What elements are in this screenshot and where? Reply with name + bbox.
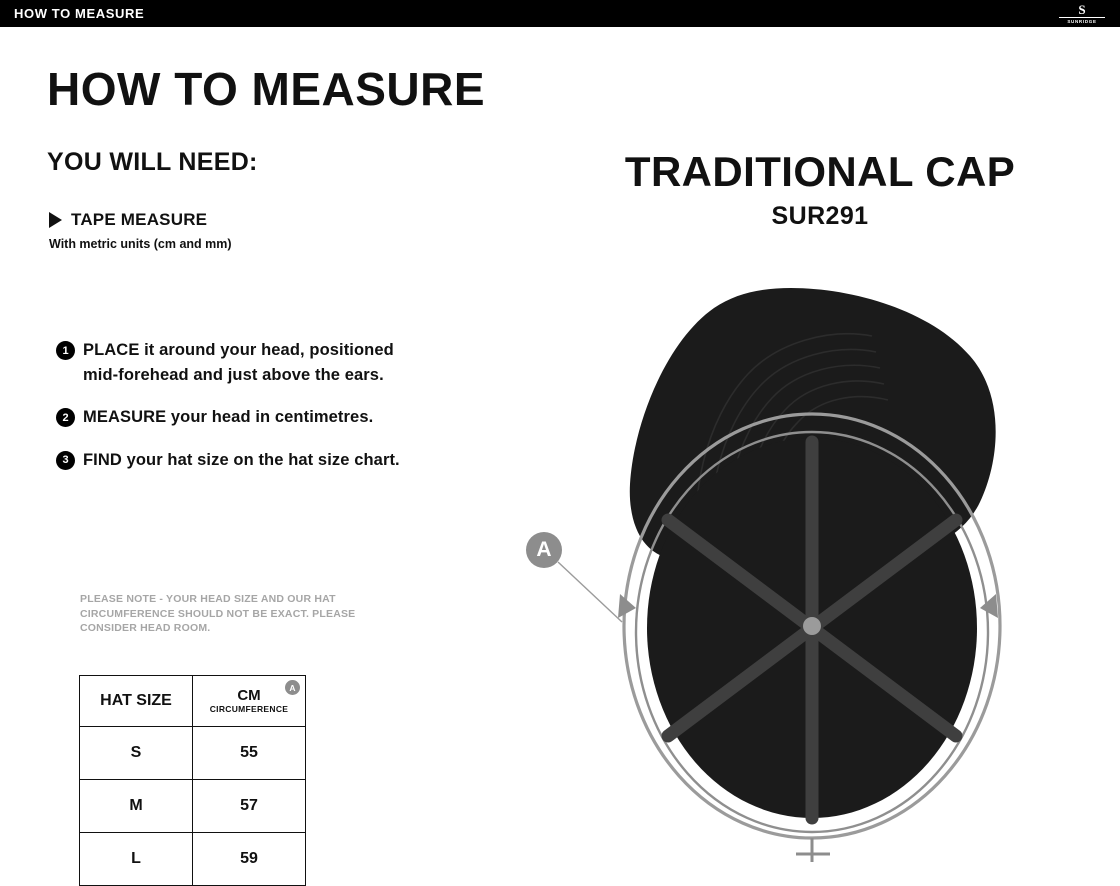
- cell-cm: 55: [193, 727, 306, 780]
- measurement-badge-a: A: [285, 680, 300, 695]
- cell-size: L: [80, 833, 193, 886]
- cap-crown-interior: [647, 438, 977, 818]
- step-number-badge: 3: [56, 451, 75, 470]
- header-title: HOW TO MEASURE: [14, 6, 145, 21]
- callout-leader-line: [558, 562, 622, 622]
- column-header-cm-label: CM: [237, 686, 261, 704]
- tool-label: TAPE MEASURE: [71, 210, 208, 229]
- cell-size: M: [80, 780, 193, 833]
- list-item: [56, 448, 416, 473]
- column-header-hat-size: HAT SIZE: [80, 676, 193, 727]
- page-title: HOW TO MEASURE: [47, 63, 486, 115]
- column-header-cm: [193, 676, 306, 727]
- product-title: TRADITIONAL CAP: [624, 148, 1016, 195]
- crown-button-icon: [803, 617, 821, 635]
- brand-divider: [1059, 17, 1105, 18]
- list-item: [56, 338, 416, 387]
- step-number-badge: 1: [56, 341, 75, 360]
- callout-badge-a: A: [526, 532, 562, 568]
- tool-sublabel: With metric units (cm and mm): [49, 237, 232, 251]
- step-number-badge: 2: [56, 408, 75, 427]
- step-text: PLACE it around your head, positioned mid-forehead and just above the ears.: [83, 341, 394, 384]
- brand-logo: [1054, 1, 1110, 26]
- step-text: FIND your hat size on the hat size chart.: [83, 450, 400, 469]
- steps-list: [56, 338, 416, 490]
- play-triangle-icon: [49, 212, 62, 228]
- product-code: SUR291: [771, 202, 869, 230]
- cell-cm: 57: [193, 780, 306, 833]
- table-row: [80, 727, 306, 780]
- brand-mark-icon: S: [1078, 1, 1086, 17]
- column-header-cm-sublabel: CIRCUMFERENCE: [209, 703, 289, 714]
- hat-size-table: [79, 675, 306, 886]
- cell-cm: 59: [193, 833, 306, 886]
- step-text: MEASURE your head in centimetres.: [83, 408, 374, 426]
- tool-requirement: [49, 210, 207, 230]
- table-header-row: [80, 676, 306, 727]
- header-bar: [0, 0, 1120, 27]
- cap-diagram: [500, 270, 1120, 883]
- cell-size: S: [80, 727, 193, 780]
- list-item: [56, 405, 416, 430]
- table-row: [80, 833, 306, 886]
- section-title-you-will-need: YOU WILL NEED:: [47, 148, 258, 176]
- disclaimer-note: PLEASE NOTE - YOUR HEAD SIZE AND OUR HAT CIRCUMFERENCE SHOULD NOT BE EXACT. PLEASE CONSIDER HEAD ROOM.: [80, 593, 356, 634]
- table-row: [80, 780, 306, 833]
- brand-name-label: SUNRIDGE: [1067, 18, 1097, 24]
- measure-tick: [796, 838, 830, 862]
